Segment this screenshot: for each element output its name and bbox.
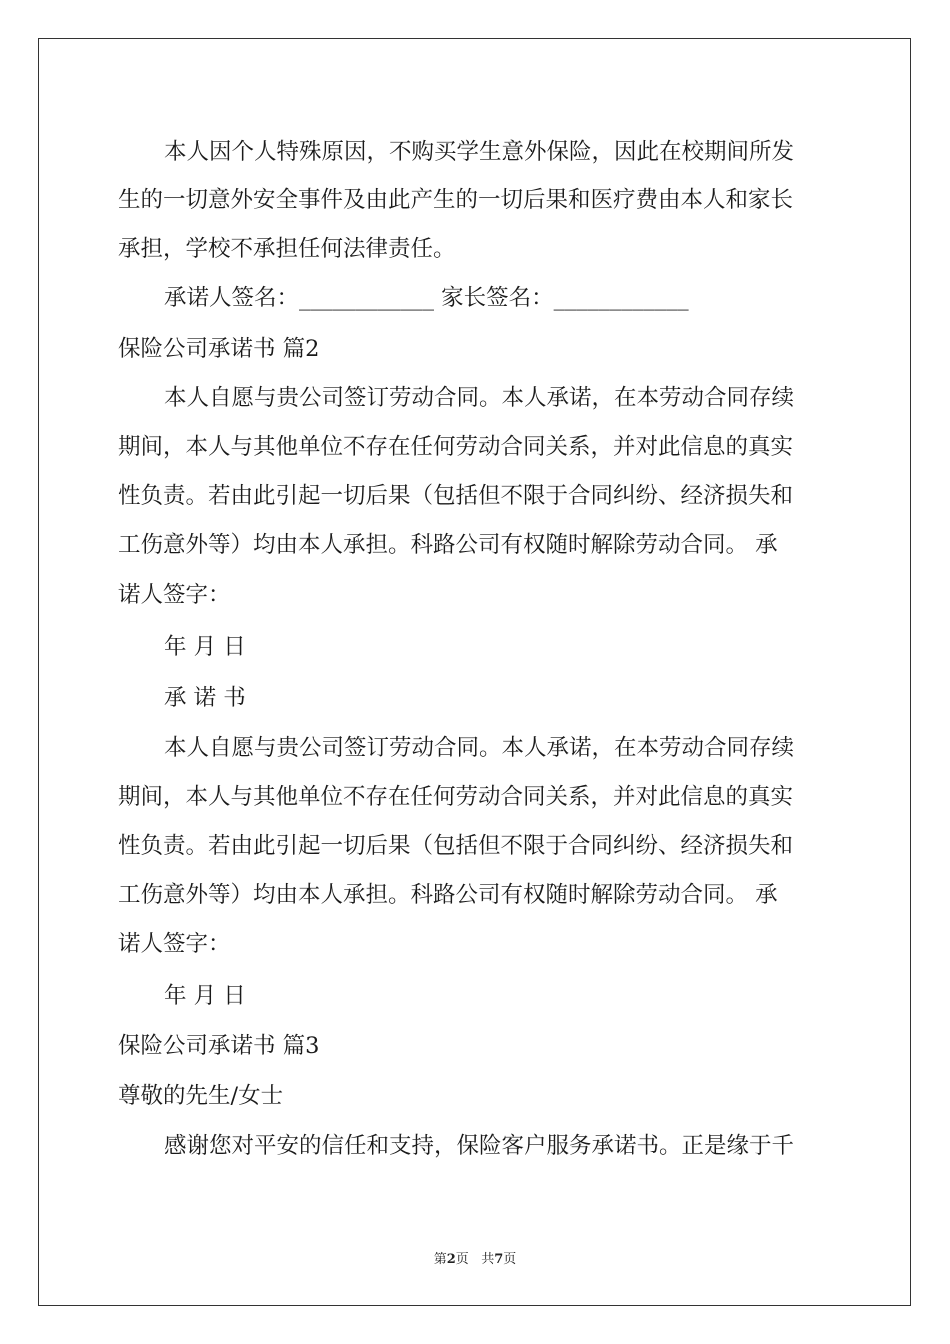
body-line: 期间，本人与其他单位不存在任何劳动合同关系，并对此信息的真实 — [118, 784, 794, 810]
section-heading: 保险公司承诺书 篇2 — [118, 336, 320, 362]
page-border — [38, 38, 911, 1306]
total-prefix: 共 — [481, 1252, 495, 1267]
page-footer — [0, 1248, 950, 1267]
total-suffix: 页 — [503, 1252, 517, 1267]
section-heading: 保险公司承诺书 篇3 — [118, 1033, 320, 1059]
body-line: 本人自愿与贵公司签订劳动合同。本人承诺，在本劳动合同存续 — [164, 385, 795, 411]
total-pages: 7 — [494, 1252, 504, 1267]
page-number: 2 — [446, 1252, 456, 1267]
body-line: 工伤意外等）均由本人承担。科路公司有权随时解除劳动合同。 承 — [118, 882, 778, 908]
body-line: 诺人签字： — [118, 931, 231, 957]
body-line: 工伤意外等）均由本人承担。科路公司有权随时解除劳动合同。 承 — [118, 532, 778, 558]
body-line: 生的一切意外安全事件及由此产生的一切后果和医疗费由本人和家长 — [118, 187, 794, 213]
body-line: 承担，学校不承担任何法律责任。 — [118, 236, 456, 262]
salutation: 尊敬的先生/女士 — [118, 1083, 284, 1109]
signature-line: 承诺人签名：____________ 家长签名：____________ — [164, 285, 689, 311]
body-line: 性负责。若由此引起一切后果（包括但不限于合同纠纷、经济损失和 — [118, 833, 794, 859]
body-line: 性负责。若由此引起一切后果（包括但不限于合同纠纷、经济损失和 — [118, 483, 794, 509]
date-line: 年 月 日 — [164, 983, 246, 1009]
page-prefix: 第 — [433, 1252, 447, 1267]
date-line: 年 月 日 — [164, 634, 246, 660]
subheading: 承 诺 书 — [164, 685, 246, 711]
body-line: 诺人签字： — [118, 582, 231, 608]
body-line: 本人自愿与贵公司签订劳动合同。本人承诺，在本劳动合同存续 — [164, 735, 795, 761]
body-line: 本人因个人特殊原因，不购买学生意外保险，因此在校期间所发 — [164, 139, 795, 165]
body-line: 感谢您对平安的信任和支持，保险客户服务承诺书。正是缘于千 — [164, 1133, 795, 1159]
page-suffix: 页 — [455, 1252, 469, 1267]
body-line: 期间，本人与其他单位不存在任何劳动合同关系，并对此信息的真实 — [118, 434, 794, 460]
